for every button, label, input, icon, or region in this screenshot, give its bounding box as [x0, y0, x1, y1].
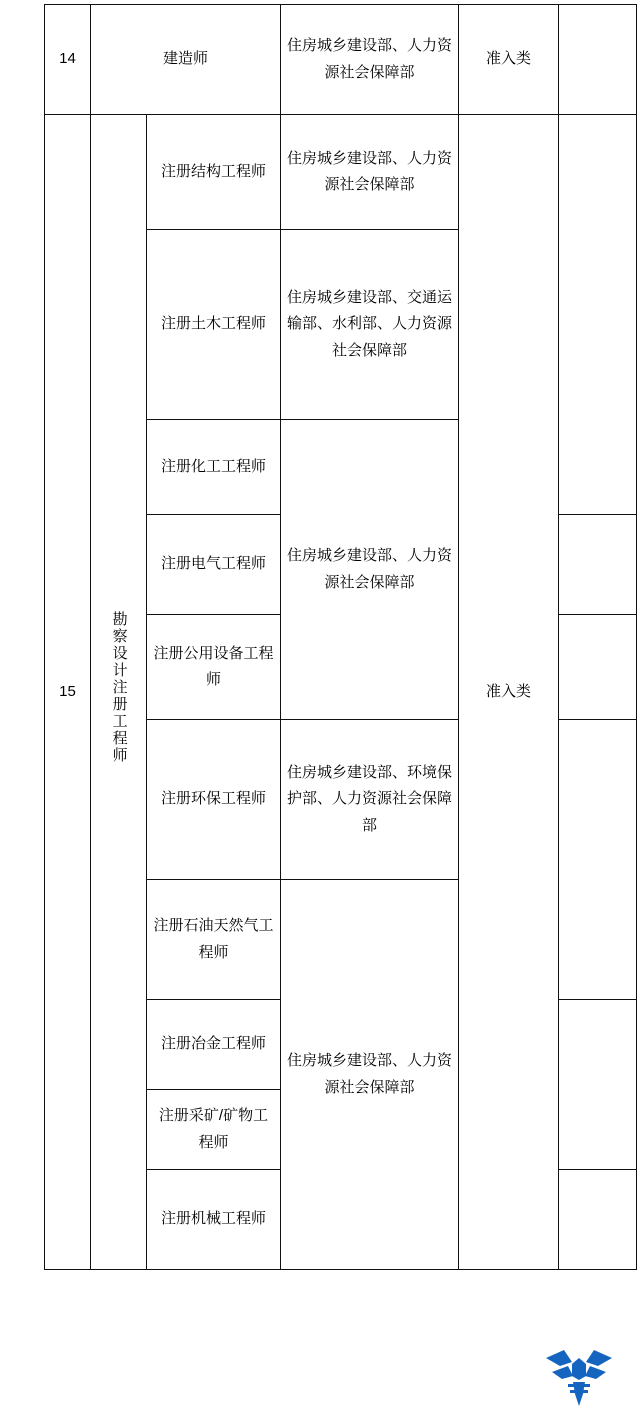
- issuing-department: 住房城乡建设部、人力资源社会保障部: [281, 5, 459, 115]
- issuing-department: 住房城乡建设部、人力资源社会保障部: [281, 420, 459, 720]
- row-number: 14: [45, 5, 91, 115]
- qualification-type: 准入类: [459, 5, 559, 115]
- remark-cell: [559, 115, 637, 515]
- remark-cell: [559, 1000, 637, 1170]
- qualification-name: 注册石油天然气工程师: [147, 880, 281, 1000]
- qualification-type: 准入类: [459, 115, 559, 1270]
- qualification-name: 注册化工工程师: [147, 420, 281, 515]
- eagle-logo: [542, 1344, 616, 1408]
- remark-cell: [559, 615, 637, 720]
- qualification-name: 注册结构工程师: [147, 115, 281, 230]
- qualification-group: [91, 115, 147, 1270]
- remark-cell: [559, 1170, 637, 1270]
- qualification-name: 注册电气工程师: [147, 515, 281, 615]
- qualification-name: 注册采矿/矿物工程师: [147, 1090, 281, 1170]
- remark-cell: [559, 720, 637, 1000]
- qualification-name: 注册公用设备工程师: [147, 615, 281, 720]
- table-row: [45, 115, 637, 230]
- qualification-name: 注册环保工程师: [147, 720, 281, 880]
- row-number: 15: [45, 115, 91, 1270]
- qualification-name: 注册土木工程师: [147, 230, 281, 420]
- table-row: [45, 5, 637, 115]
- issuing-department: 住房城乡建设部、环境保护部、人力资源社会保障部: [281, 720, 459, 880]
- qualification-name: 建造师: [91, 5, 281, 115]
- remark-cell: [559, 5, 637, 115]
- qualification-group-label: 勘察设计注册工程师: [110, 610, 128, 764]
- issuing-department: 住房城乡建设部、人力资源社会保障部: [281, 115, 459, 230]
- remark-cell: [559, 515, 637, 615]
- issuing-department: 住房城乡建设部、人力资源社会保障部: [281, 880, 459, 1270]
- professional-qualification-table: [44, 4, 637, 1270]
- qualification-name: 注册机械工程师: [147, 1170, 281, 1270]
- issuing-department: 住房城乡建设部、交通运输部、水利部、人力资源社会保障部: [281, 230, 459, 420]
- qualification-name: 注册冶金工程师: [147, 1000, 281, 1090]
